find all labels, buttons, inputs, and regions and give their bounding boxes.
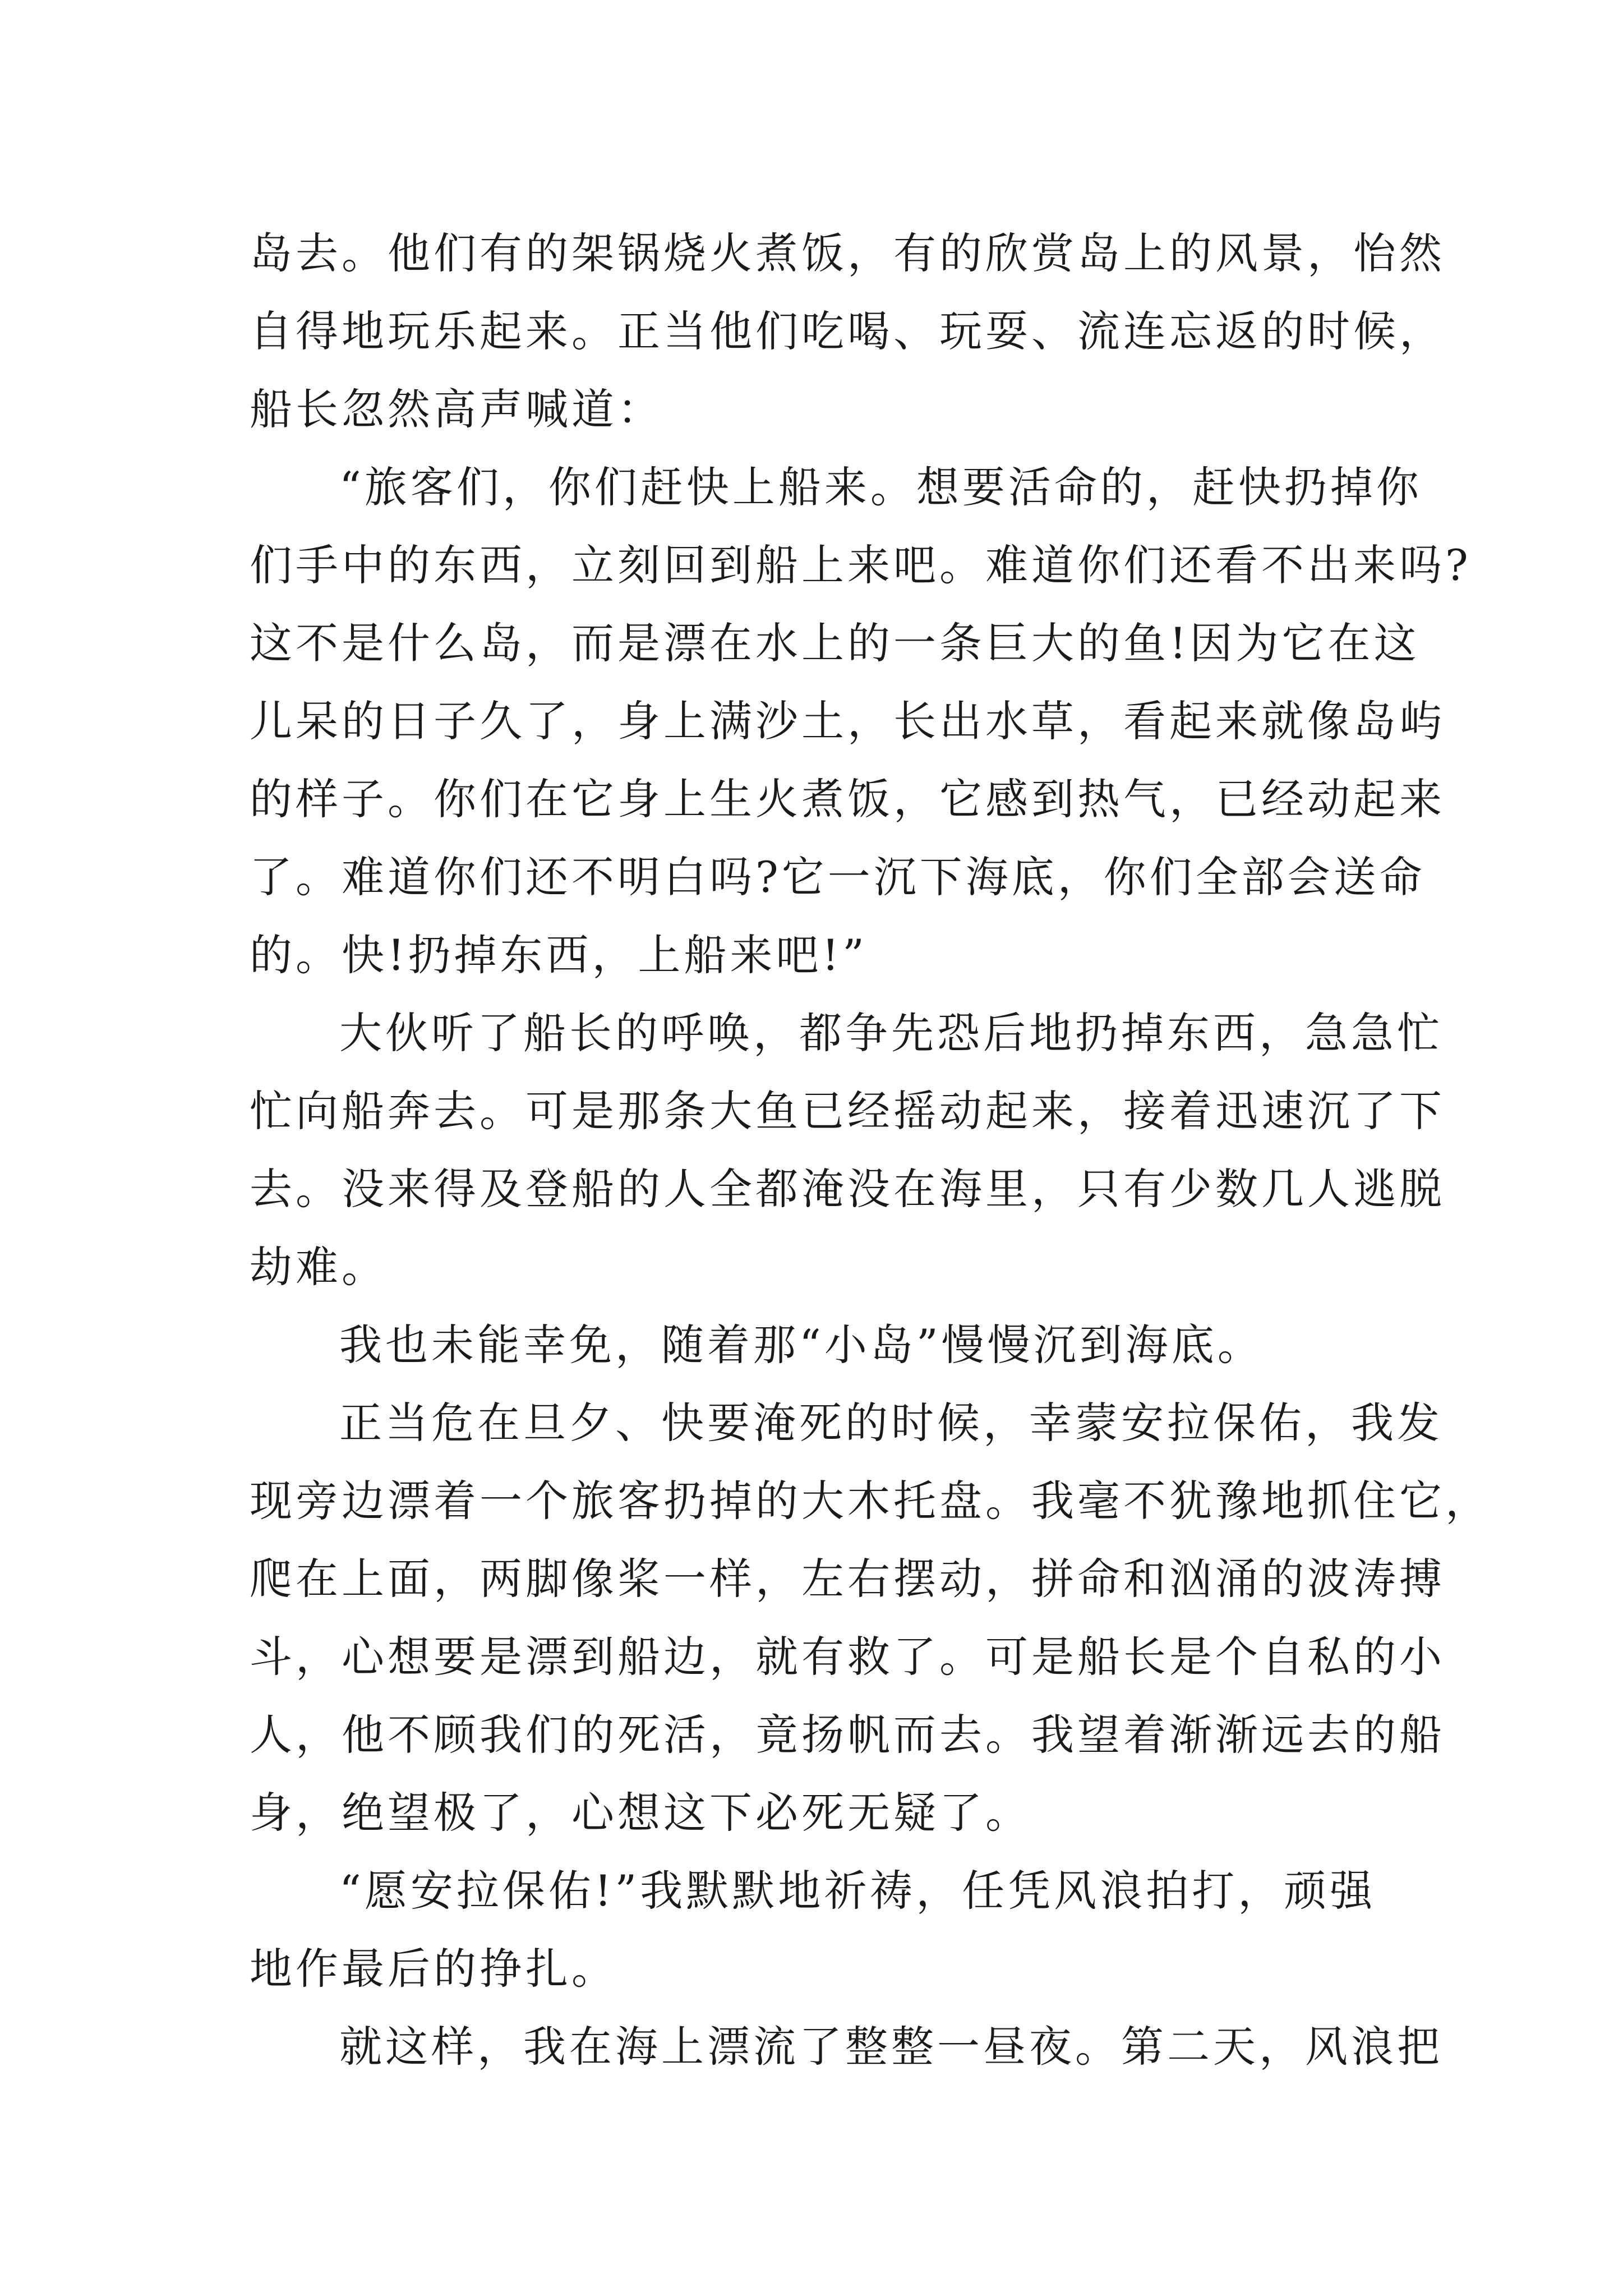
text-line: “愿安拉保佑!”我默默地祈祷，任凭风浪拍打，顽强 [339,1866,1376,1916]
text-line: 忙向船奔去。可是那条大鱼已经摇动起来，接着迅速沉了下 [250,1086,1445,1136]
text-line: 爬在上面，两脚像桨一样，左右摆动，拼命和汹涌的波涛搏 [250,1554,1445,1604]
text-line: 我也未能幸免，随着那“小岛”慢慢沉到海底。 [339,1320,1264,1370]
text-line: 人，他不顾我们的死活，竟扬帆而去。我望着渐渐远去的船 [250,1710,1445,1760]
paragraph-7 [250,2008,1443,2086]
text-line: 的。快!扔掉东西，上船来吧!” [250,930,868,980]
paragraph-1 [250,214,1445,448]
text-line: 自得地玩乐起来。正当他们吃喝、玩耍、流连忘返的时候， [250,306,1445,356]
paragraph-6 [250,1852,1377,2008]
paragraph-2 [250,448,1472,994]
text-line: 就这样，我在海上漂流了整整一昼夜。第二天，风浪把 [339,2022,1443,2072]
text-line: 儿呆的日子久了，身上满沙土，长出水草，看起来就像岛屿 [250,696,1445,746]
text-line: 们手中的东西，立刻回到船上来吧。难道你们还看不出来吗? [250,540,1472,590]
text-line: 的样子。你们在它身上生火煮饭，它感到热气，已经动起来 [250,774,1445,824]
text-line: 身，绝望极了，心想这下必死无疑了。 [250,1788,1031,1838]
text-line: 去。没来得及登船的人全都淹没在海里，只有少数几人逃脱 [250,1164,1445,1214]
text-line: 斗，心想要是漂到船边，就有救了。可是船长是个自私的小 [250,1632,1445,1682]
text-line: 地作最后的挣扎。 [250,1944,617,1994]
text-line: 这不是什么岛，而是漂在水上的一条巨大的鱼!因为它在这 [250,618,1420,668]
text-line: 劫难。 [250,1242,388,1292]
text-line: 了。难道你们还不明白吗?它一沉下海底，你们全部会送命 [250,852,1426,902]
text-line: 船长忽然高声喊道： [250,384,663,434]
text-line: 正当危在旦夕、快要淹死的时候，幸蒙安拉保佑，我发 [339,1398,1443,1448]
paragraph-3 [250,994,1445,1306]
text-line: 大伙听了船长的呼唤，都争先恐后地扔掉东西，急急忙 [339,1008,1443,1058]
text-line: 现旁边漂着一个旅客扔掉的大木托盘。我毫不犹豫地抓住它， [250,1476,1491,1526]
paragraph-5 [250,1384,1491,1852]
text-line: 岛去。他们有的架锅烧火煮饭，有的欣赏岛上的风景，怡然 [250,228,1445,278]
text-line: “旅客们，你们赶快上船来。想要活命的，赶快扔掉你 [339,462,1422,512]
body-text [250,214,1491,2086]
paragraph-4 [250,1306,1377,1384]
